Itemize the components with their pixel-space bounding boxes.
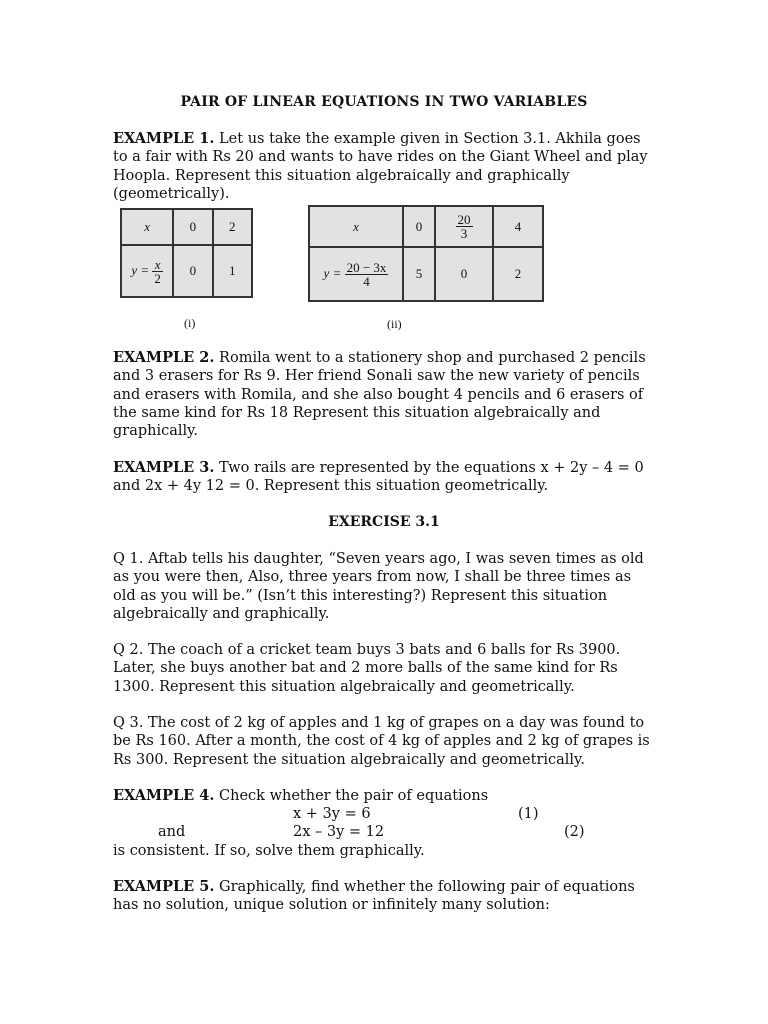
example-3-paragraph [113,459,658,496]
table-i-y-prefix: y = [131,261,150,277]
table-ii-x-numerator: 20 [457,212,471,227]
table-i-y-denominator: 2 [154,270,161,286]
equation-1: x + 3y = 6 [293,806,371,822]
table-ii-caption: (ii) [387,317,402,331]
question-1: Q 1. Aftab tells his daughter, “Seven years ago, I was seven times as old as you were then, Also, three years from now, I shall be three times as old as you will be.” (Isn’t this interesting?) Represent this situation algebraically and graphically. [113,551,644,622]
table-i-x-value: 2 [213,209,252,245]
table-ii [308,205,544,302]
table-ii-x-label: x [309,206,403,247]
table-ii-y-formula [309,247,403,301]
example-5-text: Graphically, find whether the following pair of equations has no solution, unique solution or infinitely many solution: [113,879,635,914]
page-title: PAIR OF LINEAR EQUATIONS IN TWO VARIABLES [180,94,588,110]
table-ii-y-value: 2 [493,247,543,301]
example-3-label: EXAMPLE 3. [113,459,215,476]
table-ii-y-fraction [345,261,389,288]
equation-and: and [158,824,186,840]
table-ii-y-value: 0 [435,247,493,301]
table-ii-y-numerator: 20 − 3x [346,259,387,275]
equation-2: 2x – 3y = 12 [293,824,385,840]
table-i-y-numerator: x [152,258,163,272]
example-2-text: Romila went to a stationery shop and purchased 2 pencils and 3 erasers for Rs 9. Her friend Sonali saw the new variety of pencils and erasers with Romila, and she also bought 4 pencils and 6 erasers of the same kind for Rs 18 Represent this situation algebraically and graphically. [113,350,646,440]
table-i-y-value: 1 [213,245,252,297]
example-1-paragraph [113,130,658,203]
example-1-text: Let us take the example given in Section 3.1. Akhila goes to a fair with Rs 20 and wants to have rides on the Giant Wheel and play Hoopla. Represent this situation algebraically and graphically (geometrically). [113,131,648,202]
equation-2-number: (2) [564,824,585,840]
table-ii-y-value: 5 [403,247,435,301]
table-ii-x-value: 0 [403,206,435,247]
example-4-text: Check whether the pair of equations [214,788,489,804]
example-5-paragraph [113,878,658,915]
table-i-caption: (i) [184,316,196,330]
table-ii-x-value-fraction [435,206,493,247]
table-ii-y-prefix: y = [323,264,342,280]
example-2-label: EXAMPLE 2. [113,349,215,366]
table-i-y-formula [121,245,173,297]
example-4-tail: is consistent. If so, solve them graphically. [113,843,425,859]
table-ii-x-value: 4 [493,206,543,247]
question-2: Q 2. The coach of a cricket team buys 3 bats and 6 balls for Rs 3900. Later, she buys another bat and 2 more balls of the same kind for Rs 1300. Represent this situation algebraically and geometrically. [113,642,621,695]
table-i-y-value: 0 [173,245,212,297]
example-4-paragraph [113,787,658,805]
example-2-paragraph [113,349,658,440]
table-i-x-value: 0 [173,209,212,245]
example-4-label: EXAMPLE 4. [113,787,215,804]
example-3-text: Two rails are represented by the equations x + 2y – 4 = 0 and 2x + 4y 12 = 0. Represent this situation geometrically. [113,460,644,495]
question-3: Q 3. The cost of 2 kg of apples and 1 kg of grapes on a day was found to be Rs 160. After a month, the cost of 4 kg of apples and 2 kg of grapes is Rs 300. Represent the situation algebraically and geometrically. [113,715,650,768]
table-i-y-fraction [152,258,163,285]
equation-1-number: (1) [518,806,539,822]
example-5-label: EXAMPLE 5. [113,878,215,895]
table-i [120,208,253,298]
example-1-label: EXAMPLE 1. [113,130,215,147]
table-ii-x-denominator: 3 [460,226,468,241]
exercise-heading: EXERCISE 3.1 [328,514,440,530]
table-ii-y-denominator: 4 [363,273,370,289]
table-i-x-label: x [121,209,173,245]
